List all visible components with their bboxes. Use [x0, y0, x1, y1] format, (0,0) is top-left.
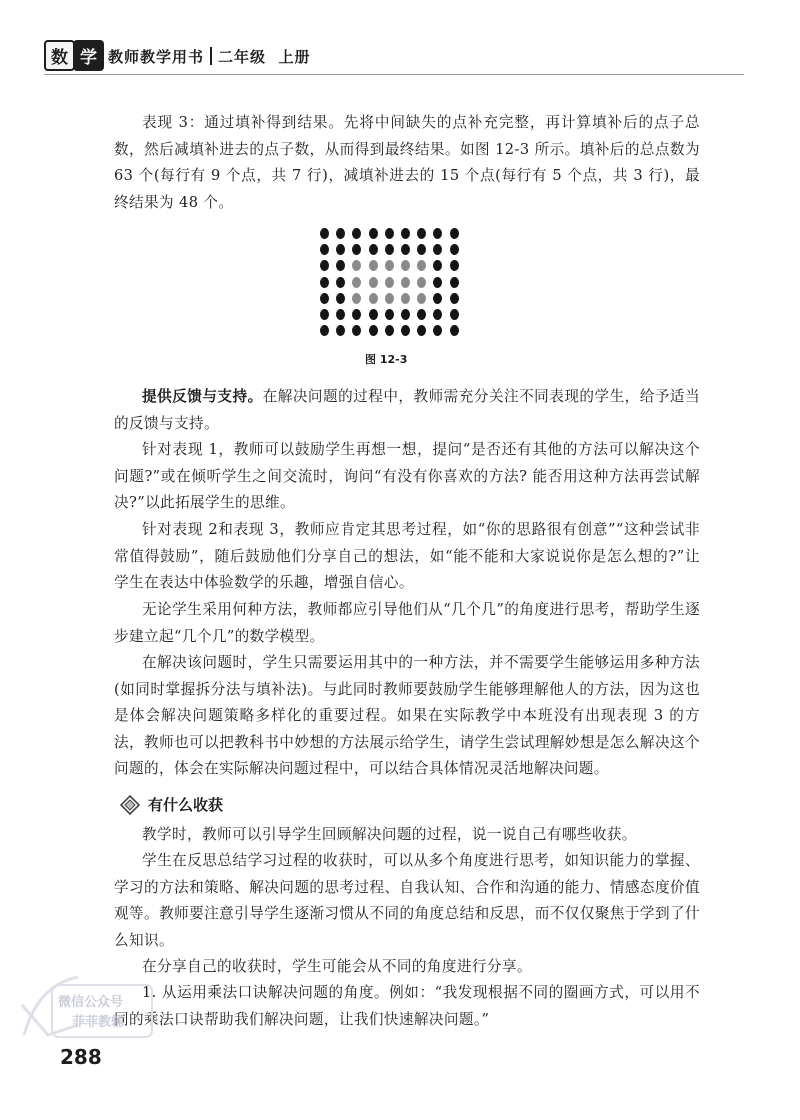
paragraph-sharing: 在分享自己的收获时，学生可能会从不同的角度进行分享。	[142, 958, 532, 975]
paragraph-performance-2-3: 针对表现 2和表现 3，教师应肯定其思考过程，如“你的思路很有创意”“这种尝试非常值得鼓励”，随后鼓励他们分享自己的想法，如“能不能和大家说说你是怎么想的?”让学生在表达中体验数学的乐趣，增强自信心。	[114, 521, 700, 591]
dot	[417, 244, 426, 255]
dot	[433, 277, 442, 288]
filled-dot	[401, 293, 410, 304]
dot	[320, 277, 329, 288]
dot	[352, 325, 361, 336]
dot	[320, 228, 329, 239]
dot	[320, 244, 329, 255]
dot	[450, 293, 459, 304]
paragraph-performance-3: 表现 3：通过填补得到结果。先将中间缺失的点补充完整，再计算填补后的点子总数，然后减填补进去的点子数，从而得到最终结果。如图 12-3 所示。填补后的总点数为 63 个(每行有 9 个点，共 7 行)，减填补进去的 15 个点(每行有 5 个点，共 3 行)，最终结果为 48 个。	[114, 114, 700, 211]
dot	[320, 293, 329, 304]
dot	[320, 260, 329, 271]
feedback-text: 在解决问题的过程中，教师需充分关注不同表现的学生，给予适当的反馈与支持。	[114, 388, 700, 432]
watermark-graphic	[18, 965, 158, 1055]
dot	[352, 309, 361, 320]
dot	[450, 228, 459, 239]
paragraph-strategy: 在解决该问题时，学生只需要运用其中的一种方法，并不需要学生能够运用多种方法(如同时掌握拆分法与填补法)。与此同时教师要鼓励学生能够理解他人的方法，因为这也是体会解决问题策略多样化的重要过程。如果在实际教学中本班没有出现表现 3 的方法，教师也可以把教科书中妙想的方法展示给学生，请学生尝试理解妙想是怎么解决这个问题的，体会在实际解决问题过程中，可以结合具体情况灵活地解决问题。	[114, 654, 700, 777]
watermark	[18, 965, 158, 1055]
filled-dot	[369, 277, 378, 288]
dot	[417, 325, 426, 336]
filled-dot	[385, 260, 394, 271]
title-separator	[210, 47, 212, 65]
dot	[336, 228, 345, 239]
dot	[336, 325, 345, 336]
dot	[401, 244, 410, 255]
paragraph-model: 无论学生采用何种方法，教师都应引导他们从“几个几”的角度进行思考，帮助学生逐步建立起“几个几”的数学模型。	[114, 601, 700, 645]
running-header	[44, 38, 764, 74]
filled-dot	[385, 293, 394, 304]
section-title: 有什么收获	[148, 796, 224, 814]
filled-dot	[352, 260, 361, 271]
dot	[369, 244, 378, 255]
paragraph-performance-1: 针对表现 1，教师可以鼓励学生再想一想，提问“是否还有其他的方法可以解决这个问题?”或在倾听学生之间交流时，询问“有没有你喜欢的方法? 能否用这种方法再尝试解决?”以此拓展学生的思维。	[114, 441, 700, 511]
page-number: 288	[60, 1045, 102, 1069]
dot	[336, 277, 345, 288]
dot	[320, 309, 329, 320]
dot	[336, 309, 345, 320]
watermark-line-2: 菲菲教辅	[72, 1015, 125, 1030]
filled-dot	[352, 277, 361, 288]
dot	[450, 277, 459, 288]
section-heading-gains	[120, 794, 223, 815]
dot	[336, 244, 345, 255]
dot	[433, 309, 442, 320]
grade-label: 二年级	[218, 48, 267, 66]
header-rule	[44, 74, 744, 75]
logo-char: 数	[44, 40, 75, 71]
filled-dot	[401, 277, 410, 288]
dot	[433, 260, 442, 271]
feedback-heading: 提供反馈与支持。	[142, 388, 263, 405]
figure-caption: 图 12-3	[365, 353, 408, 366]
paragraph-reflection: 学生在反思总结学习过程的收获时，可以从多个角度进行思考，如知识能力的掌握、学习的方法和策略、解决问题的思考过程、自我认知、合作和沟通的能力、情感态度价值观等。教师要注意引导学生逐渐习惯从不同的角度总结和反思，而不仅仅聚焦于学到了什么知识。	[114, 852, 700, 949]
dot	[433, 293, 442, 304]
dot	[450, 325, 459, 336]
volume-label: 上册	[278, 48, 311, 66]
dot	[433, 244, 442, 255]
dot-array-figure	[320, 228, 464, 336]
filled-dot	[417, 260, 426, 271]
watermark-line-1: 微信公众号	[58, 995, 124, 1010]
filled-dot	[417, 293, 426, 304]
filled-dot	[369, 293, 378, 304]
dot	[385, 228, 394, 239]
dot	[336, 293, 345, 304]
paragraph-review: 教学时，教师可以引导学生回顾解决问题的过程，说一说自己有哪些收获。	[142, 826, 637, 843]
dot	[336, 260, 345, 271]
paragraph-point-1: 1. 从运用乘法口诀解决问题的角度。例如：“我发现根据不同的圈画方式，可以用不同的乘法口诀帮助我们解决问题，让我们快速解决问题。”	[114, 984, 700, 1028]
dot	[320, 325, 329, 336]
dot	[401, 309, 410, 320]
book-title-text: 教师教学用书	[108, 48, 205, 66]
dot	[401, 228, 410, 239]
filled-dot	[369, 260, 378, 271]
filled-dot	[385, 277, 394, 288]
dot	[433, 228, 442, 239]
dot	[417, 228, 426, 239]
dot	[450, 244, 459, 255]
logo-char: 学	[73, 40, 104, 71]
paragraph-feedback	[114, 384, 700, 437]
dot	[385, 309, 394, 320]
dot	[369, 325, 378, 336]
dot	[450, 260, 459, 271]
dot	[450, 309, 459, 320]
dot	[352, 244, 361, 255]
dot	[417, 309, 426, 320]
book-title	[108, 46, 311, 67]
dot	[369, 309, 378, 320]
dot	[369, 228, 378, 239]
filled-dot	[417, 277, 426, 288]
dot	[433, 325, 442, 336]
dot	[385, 244, 394, 255]
filled-dot	[401, 260, 410, 271]
dot	[401, 325, 410, 336]
subject-logo	[44, 40, 102, 71]
filled-dot	[352, 293, 361, 304]
dot	[385, 325, 394, 336]
diamond-icon	[120, 795, 140, 815]
dot	[352, 228, 361, 239]
